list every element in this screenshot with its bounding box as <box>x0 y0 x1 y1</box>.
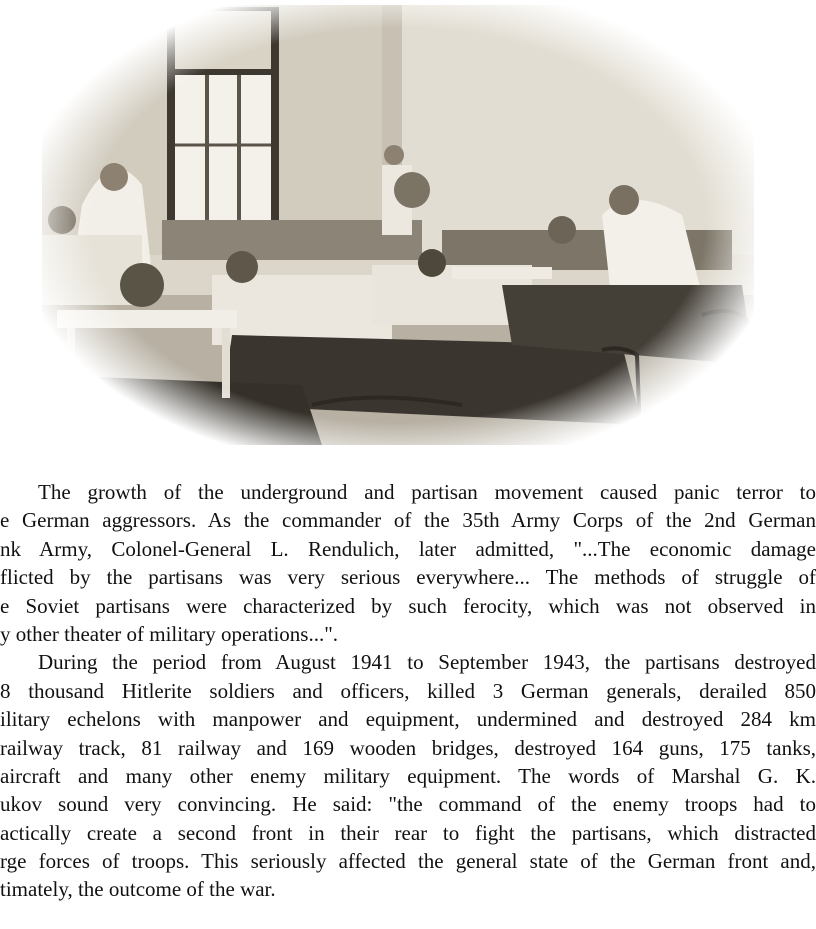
paragraph-line: e Soviet partisans were characterized by such ferocity, which was not observed in <box>0 593 816 618</box>
article-text <box>0 478 816 904</box>
paragraph-line: The growth of the underground and partisan movement caused panic terror to <box>38 480 816 504</box>
paragraph-line: During the period from August 1941 to September 1943, the partisans destroyed <box>38 650 816 675</box>
paragraph-line: timately, the outcome of the war. <box>0 877 276 902</box>
paragraph-line: flicted by the partisans was very serious everywhere... The methods of struggle of <box>0 565 816 590</box>
paragraph-line: e German aggressors. As the commander of the 35th Army Corps of the 2nd German <box>0 508 816 533</box>
paragraph-line: 8 thousand Hitlerite soldiers and officers, killed 3 German generals, derailed 850 <box>0 678 816 703</box>
paragraph-line: ilitary echelons with manpower and equipment, undermined and destroyed 284 km <box>0 707 816 732</box>
paragraph-line: rge forces of troops. This seriously affected the general state of the German front and, <box>0 849 816 874</box>
paragraph-line: nk Army, Colonel-General L. Rendulich, later admitted, "...The economic damage <box>0 536 816 561</box>
paragraph-line: aircraft and many other enemy military equipment. The words of Marshal G. K. <box>0 763 816 788</box>
paragraph-line: ukov sound very convincing. He said: "the command of the enemy troops had to <box>0 792 816 817</box>
paragraph-line: y other theater of military operations...". <box>0 621 339 646</box>
hospital-ward-photo <box>42 5 754 445</box>
paragraph-line: actically create a second front in their rear to fight the partisans, which distracted <box>0 820 816 845</box>
paragraph-line: railway track, 81 railway and 169 wooden bridges, destroyed 164 guns, 175 tanks, <box>0 735 816 760</box>
